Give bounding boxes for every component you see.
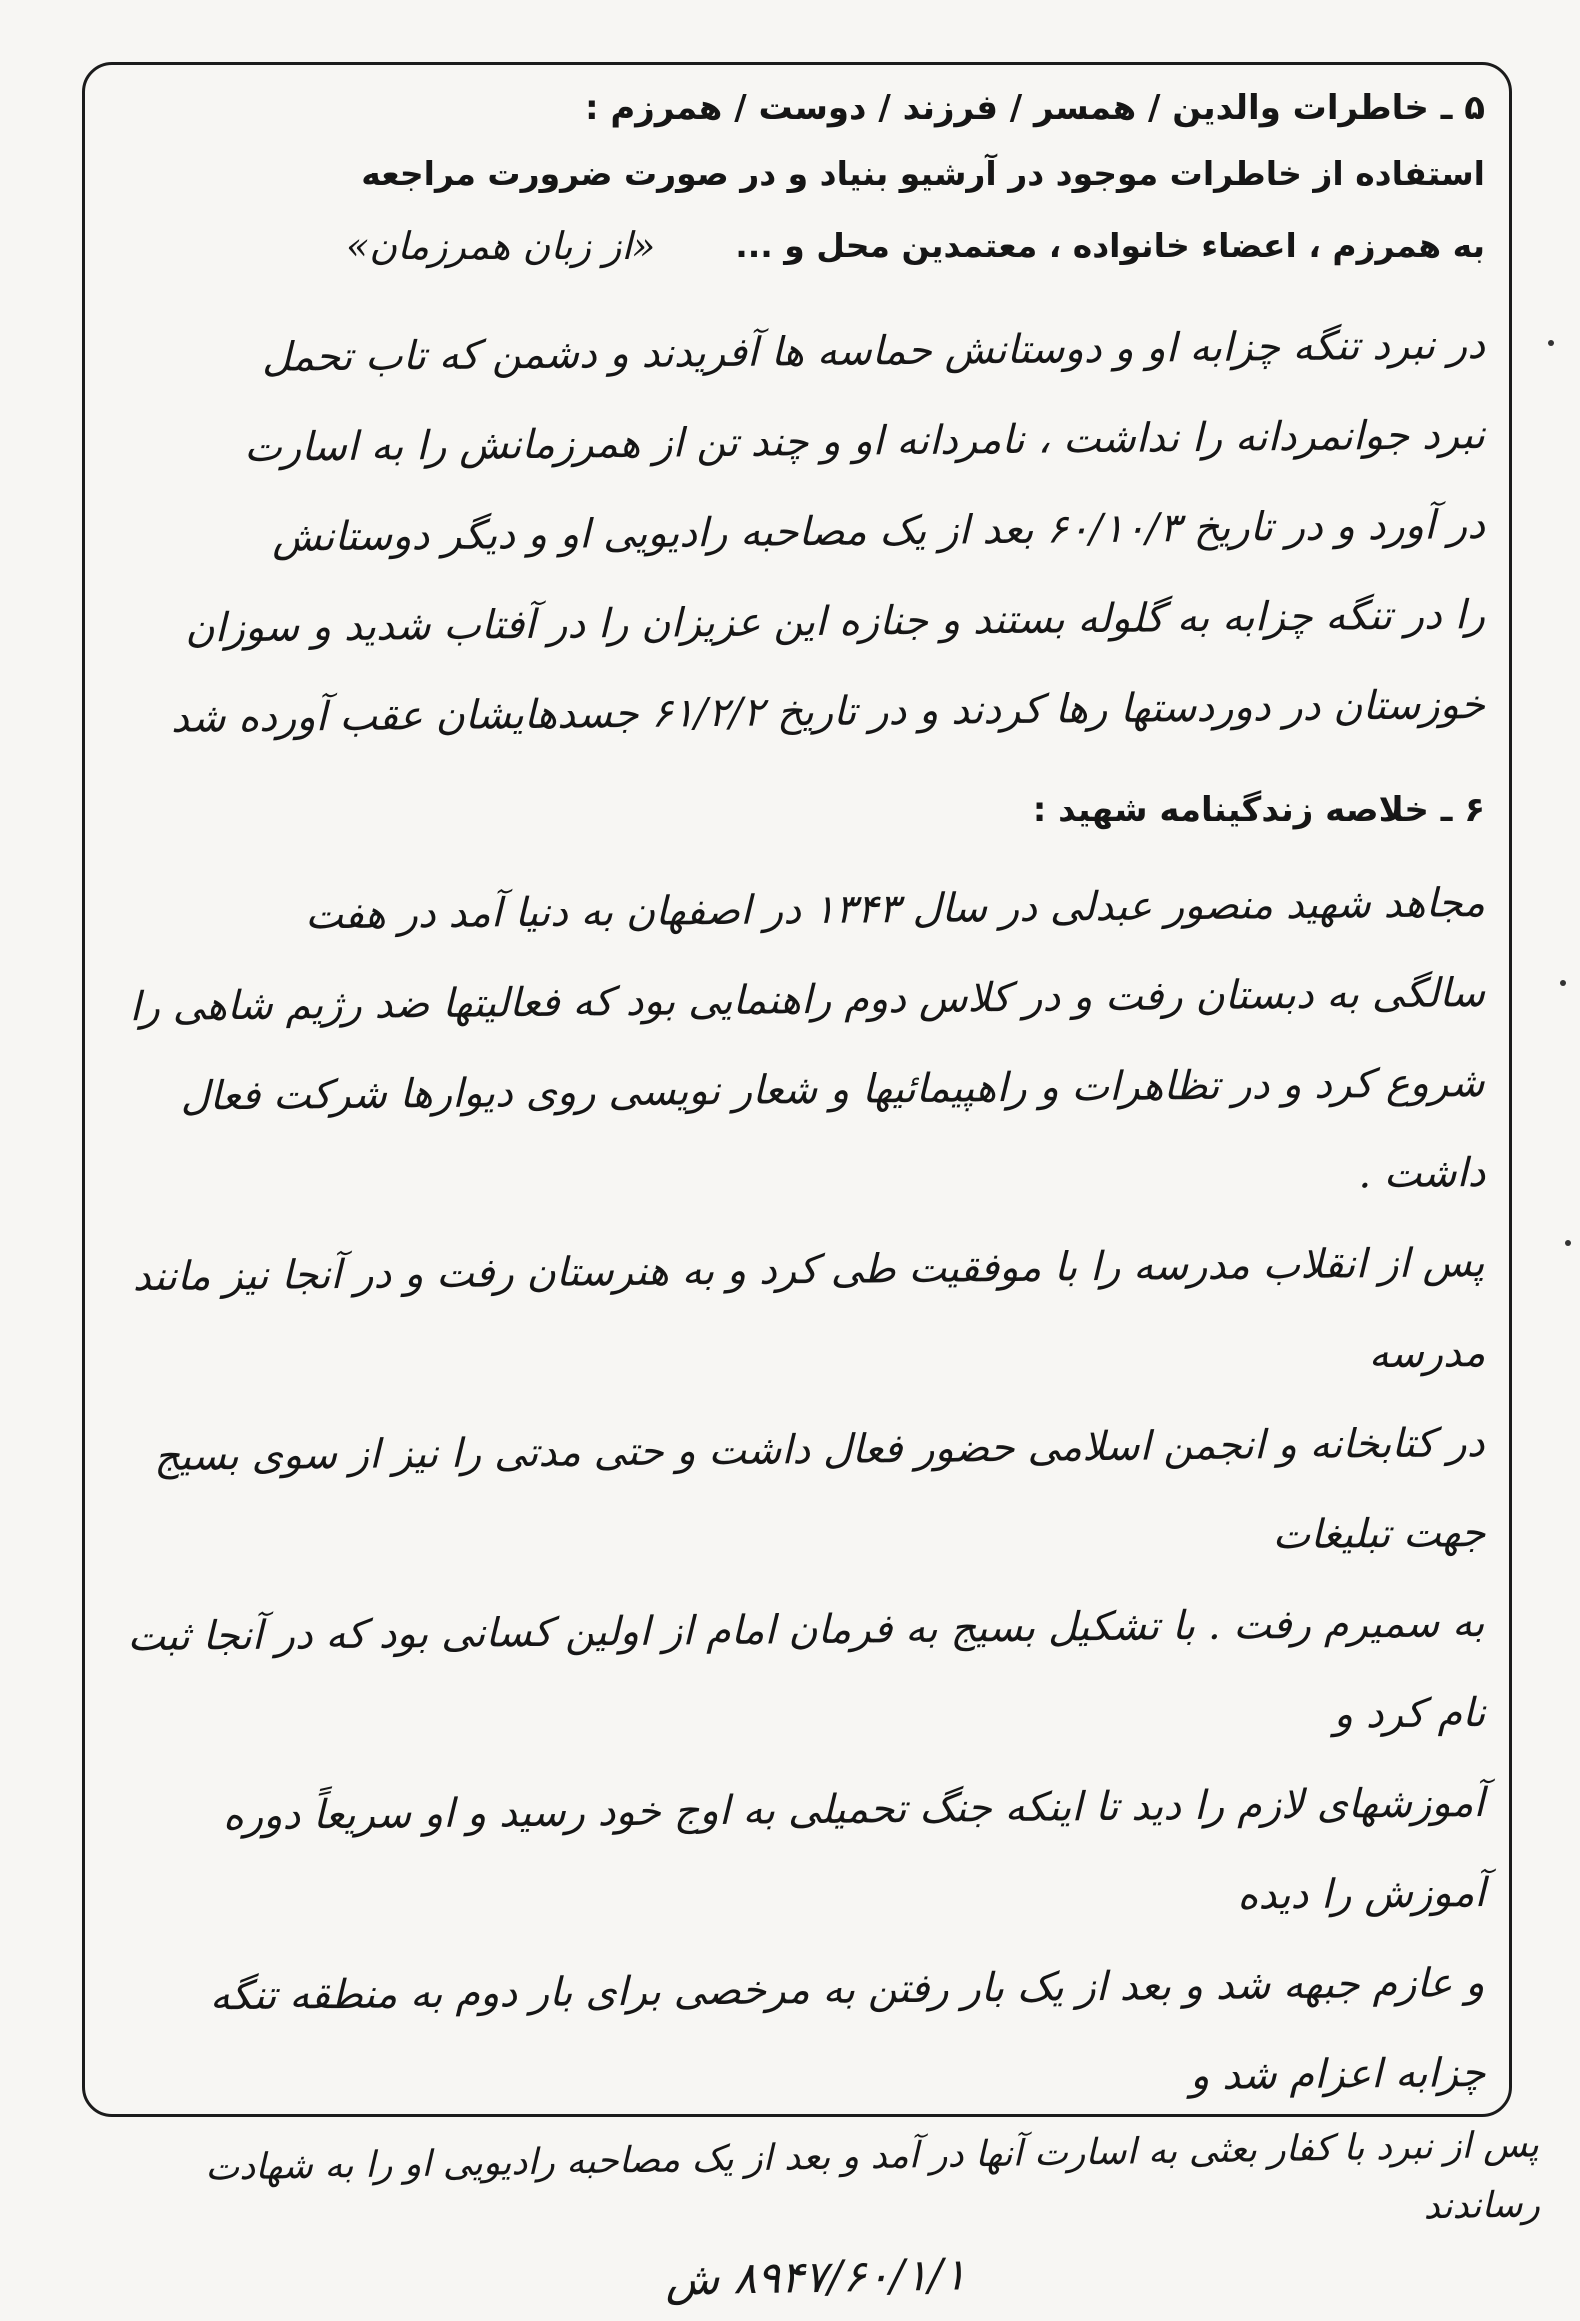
handwritten-quote: «از زبان همرزمان»: [346, 224, 656, 268]
scan-speck: [1560, 980, 1566, 986]
footer-code: ۸۹۴۷/۶۰/۱/۱ ش: [664, 2249, 968, 2306]
section5-memories: [110, 300, 1485, 750]
biography-line: شروع کرد و در تظاهرات و راهپیمائیها و شعار نویسی روی دیوارها شرکت فعال داشت .: [180, 1060, 1486, 1198]
form-content: [110, 78, 1485, 2118]
section5-heading: ۵ ـ خاطرات والدین / همسر / فرزند / دوست / همرزم :: [584, 88, 1485, 128]
section5-instructions-row: [110, 210, 1485, 282]
biography-line: سالگی به دبستان رفت و در کلاس دوم راهنمایی بود که فعالیتها ضد رژیم شاهی را: [129, 970, 1486, 1031]
memory-line: خوزستان در دوردستها رها کردند و در تاریخ ۶۱/۲/۲ جسدهایشان عقب آورده شد: [170, 682, 1486, 742]
section6-heading: ۶ ـ خلاصه زندگینامه شهید :: [1032, 790, 1485, 830]
memory-line: را در تنگه چزابه به گلوله بستند و جنازه این عزیزان را در آفتاب شدید و سوزان: [184, 592, 1486, 652]
biography-line: آموزشهای لازم را دید تا اینکه جنگ تحمیلی به اوج خود رسید و او سریعاً دوره آموزش را دیده: [222, 1780, 1486, 1919]
scan-speck: [1548, 340, 1554, 346]
biography-line: به سمیرم رفت . با تشکیل بسیج به فرمان امام از اولین کسانی بود که در آنجا ثبت نام کرد و: [127, 1600, 1486, 1738]
biography-line: مجاهد شهید منصور عبدلی در سال ۱۳۴۳ در اصفهان به دنیا آمد در هفت: [305, 880, 1486, 939]
memory-line: نبرد جوانمردانه را نداشت ، نامردانه او و چند تن از همرزمانش را به اسارت: [243, 412, 1486, 471]
footer-note: [89, 2115, 1542, 2320]
section6-biography: [110, 858, 1485, 2118]
section5-instructions-line2: به همرزم ، اعضاء خانواده ، معتمدین محل و ...: [735, 226, 1485, 265]
footer-line: پس از نبرد با کفار بعثی به اسارت آنها در آمد و بعد از یک مصاحبه رادیویی او را به شهادت رساندند: [204, 2124, 1541, 2228]
scan-speck: [1565, 1240, 1571, 1246]
biography-line: در کتابخانه و انجمن اسلامی حضور فعال داشت و حتی مدتی را نیز از سوی بسیج جهت تبلیغات: [153, 1420, 1486, 1559]
biography-line: پس از انقلاب مدرسه را با موفقیت طی کرد و به هنرستان رفت و در آنجا نیز مانند مدرسه: [132, 1240, 1486, 1378]
section5-instructions-line1: استفاده از خاطرات موجود در آرشیو بنیاد و در صورت ضرورت مراجعه: [361, 154, 1485, 193]
biography-line: و عازم جبهه شد و بعد از یک بار رفتن به مرخصی برای بار دوم به منطقه تنگه چزابه اعزام شد و: [209, 1960, 1486, 2100]
memory-line: در آورد و در تاریخ ۶۰/۱۰/۳ بعد از یک مصاحبه رادیویی او و دیگر دوستانش: [271, 502, 1486, 561]
memory-line: در نبرد تنگه چزابه او و دوستانش حماسه ها آفریدند و دشمن که تاب تحمل: [261, 322, 1486, 381]
